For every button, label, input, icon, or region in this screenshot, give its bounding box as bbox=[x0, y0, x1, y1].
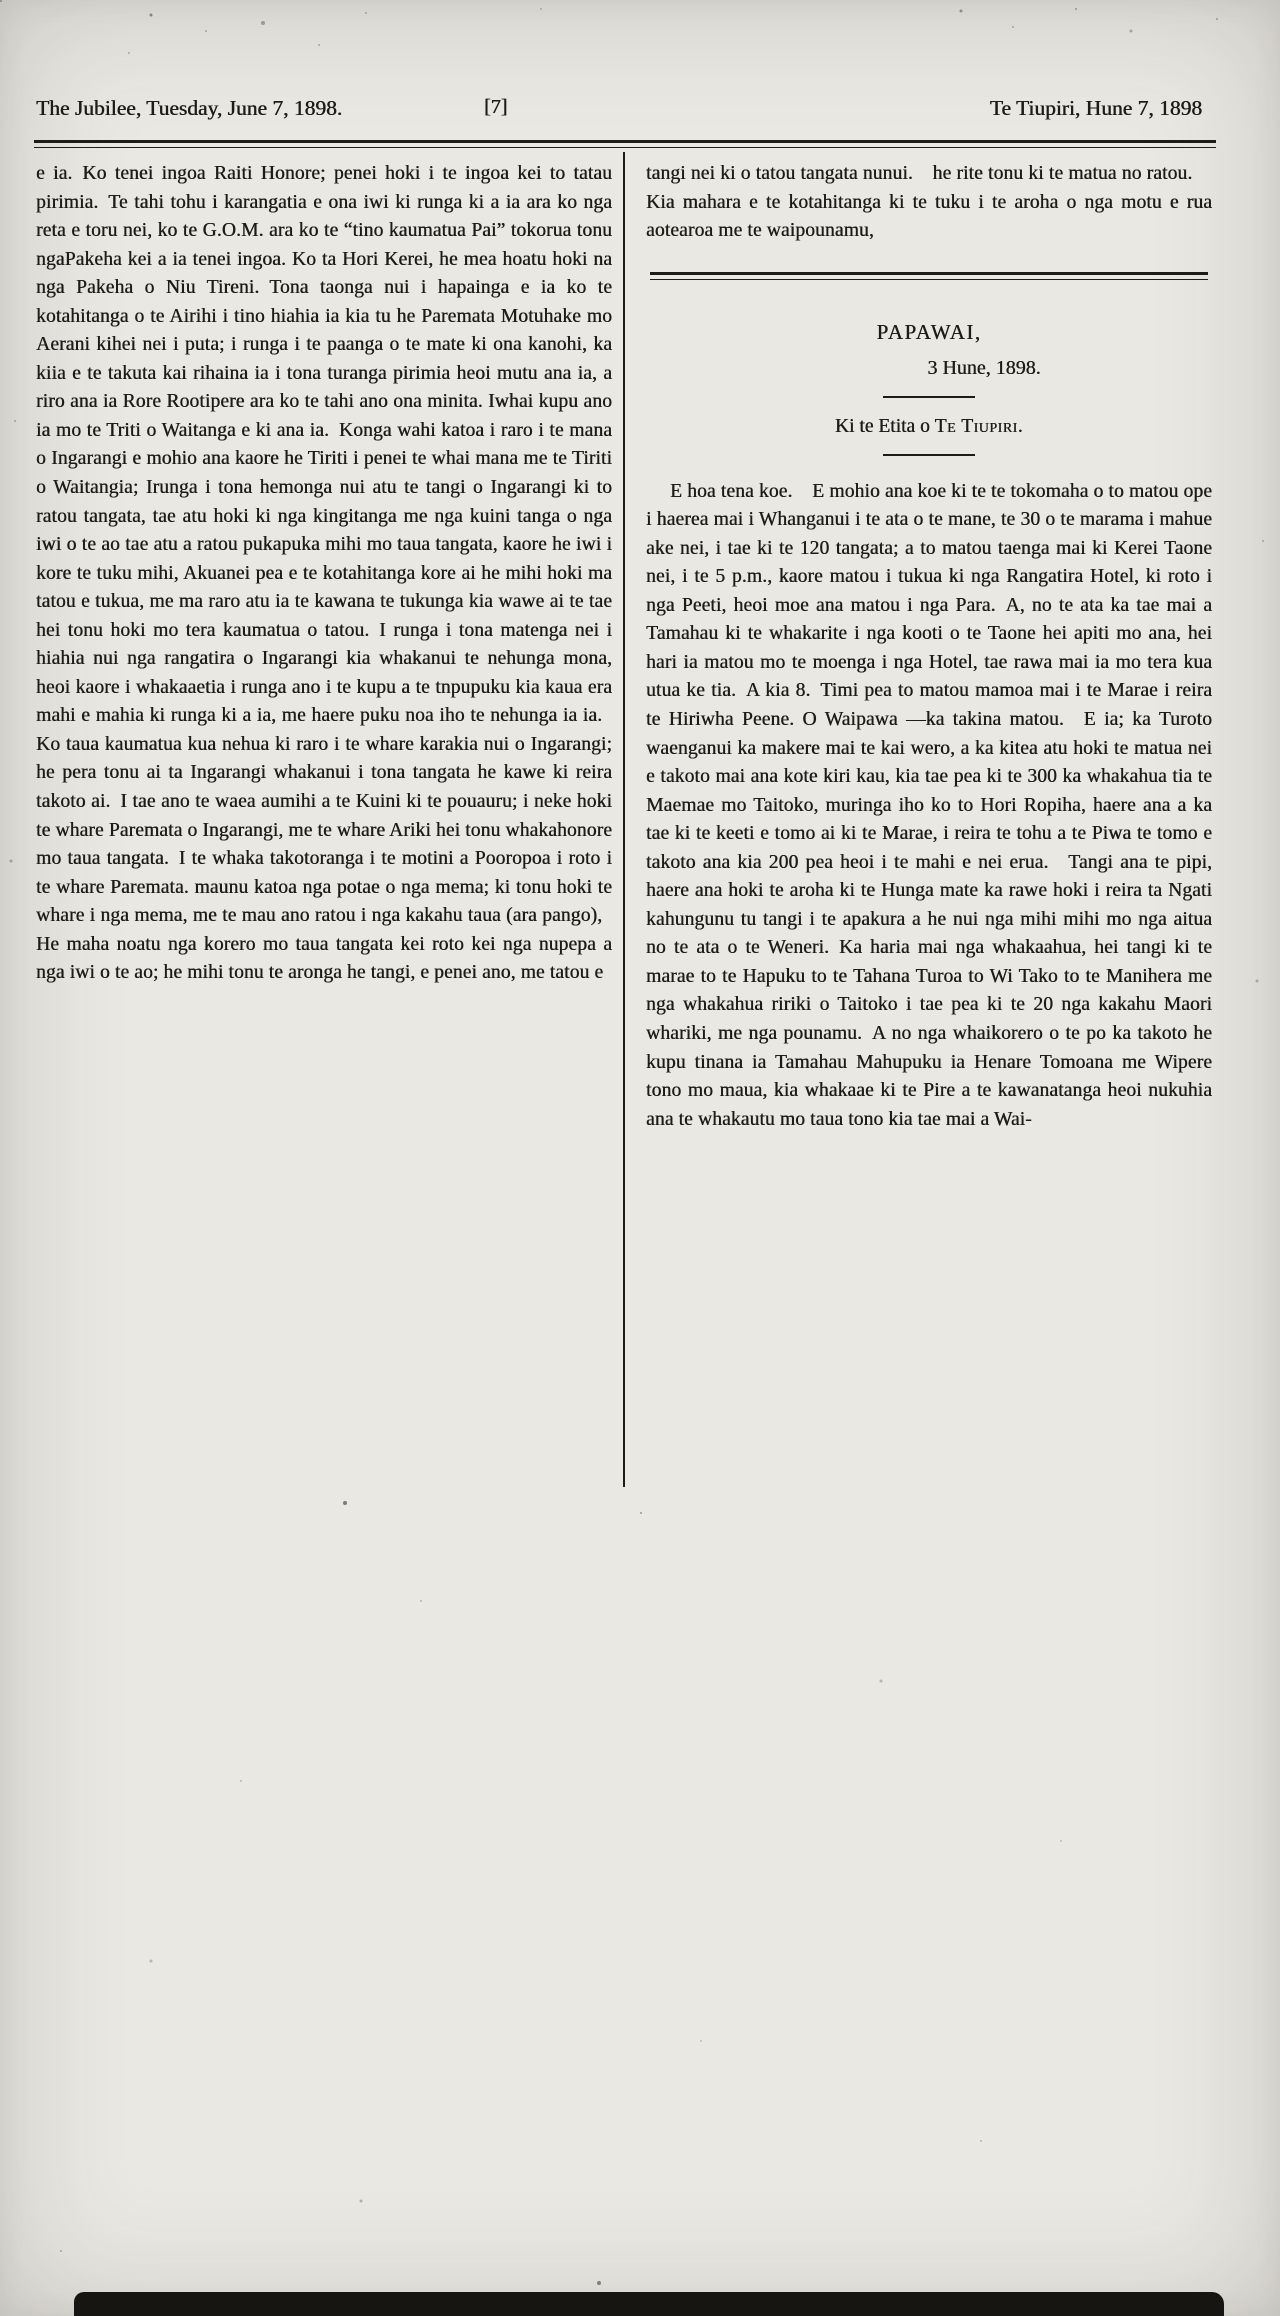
scan-edge-bar bbox=[74, 2292, 1224, 2316]
letter-date: 3 Hune, 1898. bbox=[927, 356, 1041, 379]
paper-speckles bbox=[0, 0, 2, 2]
right-column-intro-text: tangi nei ki o tatou tangata nunui. he rite tonu ki te matua no ratou. Kia mahara e te kotahitanga ki te tuku i te aroha o nga motu e rua aotearoa me te waipounamu, bbox=[646, 163, 1212, 242]
masthead-right-title: Te Tiupiri, Hune 7, 1898 bbox=[989, 96, 1202, 120]
letter-body-text: E hoa tena koe. E mohio ana koe ki te te tokomaha o to matou ope i haerea mai i Whanganui i te ata o te mane, te 30 o te marama i mahue ake nei, i tae ki te 120 tangata; a to matou taenga mai ki Kerei Taone nei, i te 5 p.m., kaore matou i tukua ki nga Rangatira Hotel, ki roto i nga Peeti, heoi moe ana matou i nga Para. A, no te ata ka tae mai a Tamahau ki te whakarite i nga kooti o te Taone hei apiti mo ana, hei hari ia matou mo te moenga i nga Hotel, tae rawa mai ia mo tera kua utua ke tia. A kia 8. Timi pea to matou mamoa mai i te Marae i reira te Hiriwha Peene. O Waipawa —ka takina matou. E ia; ka Turoto waenganui ka makere mai te kai wero, a ka kitea atu hoki te matua nei e takoto mai ana kote kiri kau, kia tae pea ki te 300 ka whakahua tia te Maemae mo Taitoko, muringa iho ko to Hori Ropiha, haere ana a ka tae ki te keeti e tomo ai ki te Marae, i reira te tohu a te Piwa te tomo e takoto ana kia 200 pea heoi i te mahi e nei erua. Tangi ana te pipi, haere ana hoki te aroha ki te Hunga mate ka rawe hoki i reira ta Ngati kahungunu tu tangi i te apakura a he nui nga mihi mihi mo nga aitua no te ata o te Weneri. Ka haria mai nga whakaahua, hei tangi ki te marae to te Hapuku to te Tahana Turoa to Wi Tako to te Manihera me nga whakahua ririki o Taitoko i tae pea ki te 20 nga kakahu Maori whariki, me nga pounamu. A no nga whaikorero o te po ka takoto he kupu tinana ia Tamahau Mahupuku ia Henare Tomoana me Wipere tono mo maua, kia whakaae ki te Pire a te kawanatanga heoi nukuhia ana te whakautu mo taua tono kia tae mai a Wai- bbox=[646, 480, 1212, 1130]
section-rule bbox=[650, 272, 1208, 280]
right-column bbox=[646, 160, 1212, 1134]
page-number: [7] bbox=[484, 96, 508, 118]
letter-place: PAPAWAI, bbox=[876, 319, 982, 344]
masthead-rule bbox=[34, 140, 1216, 148]
letter-salutation-prefix: Ki te Etita o bbox=[834, 415, 935, 437]
masthead-left-title: The Jubilee, Tuesday, June 7, 1898. bbox=[36, 96, 343, 120]
masthead bbox=[36, 96, 1216, 130]
letter-to-editor bbox=[646, 320, 1212, 1135]
left-column bbox=[36, 160, 612, 988]
letter-rule-top bbox=[883, 396, 975, 398]
column-divider-rule bbox=[623, 152, 625, 1487]
letter-rule-bottom bbox=[883, 454, 975, 456]
left-column-text: e ia. Ko tenei ingoa Raiti Honore; penei hoki i te ingoa kei to tatau pirimia. Te tahi tohu i karangatia e ona iwi ki runga ki a ia ara ko nga reta e toru nei, ko te G.O.M. ara ko te “tino kaumatua Pai” tokorua tonu ngaPakeha kei a ia tenei ingoa. Ko ta Hori Kerei, he mea hoatu hoki na nga Pakeha o Niu Tireni. Tona taonga nui i hapainga e ia ko te kotahitanga o te Airihi i tino hiahia ia kia tu he Paremata Motuhake mo Aerani kihei nei i puta; i runga i te paanga o te mate ki ona kanohi, ka kiia e te takuta kai rihaina ia i tona turanga pirimia heoi mutu ana ia, a riro ana ia Rore Rootipere ara ko te tahi ano ona minita. Iwhai kupu ano ia mo te Triti o Waitanga e ki ana ia. Konga wahi katoa i raro i te mana o Ingarangi e mohio ana kaore he Tiriti i penei te whai mana me te Tiriti o Waitangia; Irunga i tona hemonga nui atu te tangi o Ingarangi ki to ratou tangata, tae atu hoki ki nga kingitanga me nga kuini tanga o nga iwi o te ao tae atu a ratou pukapuka mihi mo taua tangata, kaore he iwi i kore te tuku mihi, Akuanei pea e te kotahitanga kore ai he mihi hoki ma tatou e tukua, me ma raro atu ia te kawana te tukunga kia wawe ai te tae hei tonu hoki mo tera kaumatua o tatou. I runga i tona matenga nei i hiahia nui nga rangatira o Ingarangi kia whakanui te nehunga mona, heoi kaore i whakaaetia i runga ano i te kupu a te tnpupuku kia kaua era mahi e mahia ki runga ki a ia, me haere puku noa iho te nehunga ia ia. Ko taua kaumatua kua nehua ki raro i te whare karakia nui o Ingarangi; he pera tonu ai ta Ingarangi whakanui i tona tangata he kawe ki reira takoto ai. I tae ano te waea aumihi a te Kuini ki te pouauru; i neke hoki te whare Paremata o Ingarangi, me te whare Ariki hei tonu whakahonore mo taua tangata. I te whaka takotoranga i te motini a Pooropoa i roto i te whare Paremata. maunu katoa nga potae o nga mema; ki tonu hoki te whare i nga mema, me te mau ano ratou i nga kakahu taua (ara pango), He maha noatu nga korero mo taua tangata kei roto kei nga nupepa a nga iwi o te ao; he mihi tonu te aronga he tangi, e penei ano, me tatou e bbox=[36, 163, 612, 984]
letter-salutation bbox=[646, 416, 1212, 438]
letter-salutation-journal: Te Tiupiri. bbox=[934, 415, 1024, 437]
